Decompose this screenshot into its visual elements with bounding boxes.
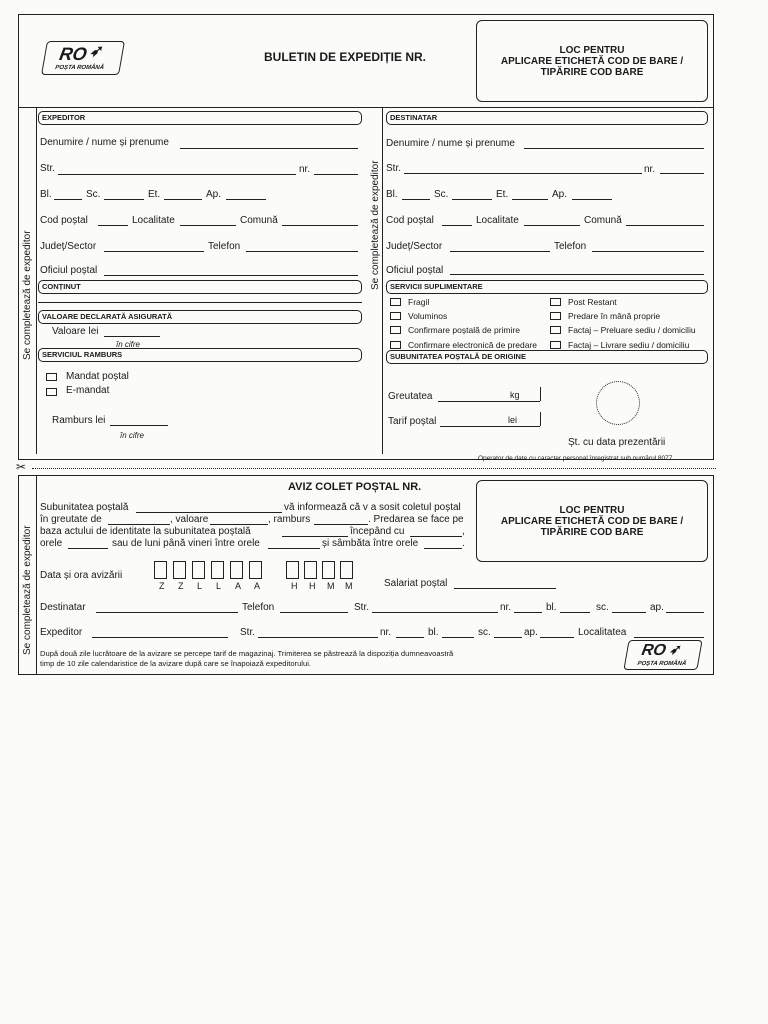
dest-nr-field[interactable] (660, 173, 704, 174)
valoare-label: Valoare lei (52, 326, 99, 337)
aviz-str-field[interactable] (372, 612, 498, 613)
dest-cod-field[interactable] (442, 225, 472, 226)
post-restant-label: Post Restant (568, 297, 617, 307)
mandat-postal-checkbox[interactable] (46, 373, 57, 381)
exp-sc-field[interactable] (104, 199, 144, 200)
aviz-orele-field[interactable] (68, 548, 108, 549)
aviz-localitatea-label: Localitatea (578, 627, 627, 638)
aviz-exp-str-field[interactable] (258, 637, 378, 638)
aviz-p3-a: baza actului de identitate la subunitatea poștală (40, 526, 251, 537)
exp-comuna-label: Comună (240, 215, 278, 226)
aviz-exp-ap-label: ap. (524, 627, 538, 638)
dest-localitate-field[interactable] (524, 225, 580, 226)
voluminos-label: Voluminos (408, 311, 448, 321)
posta-romana-logo (41, 41, 125, 75)
aviz-subunitate2-field[interactable] (282, 536, 348, 537)
aviz-expeditor-label: Expeditor (40, 627, 83, 638)
confirmare-electronica-label: Confirmare electronică de predare (408, 340, 537, 350)
predare-mana-proprie-checkbox[interactable] (550, 312, 561, 320)
exp-nr-label: nr. (299, 164, 311, 175)
greutatea-label: Greutatea (388, 391, 433, 402)
logo-text-bottom: RO (640, 642, 668, 659)
posta-romana-logo-bottom (623, 640, 702, 670)
continut-header: CONȚINUT (38, 280, 362, 294)
exp-str-label: Str. (40, 163, 56, 174)
date-digit-box[interactable] (211, 561, 224, 579)
aviz-expeditor-field[interactable] (92, 637, 228, 638)
dest-oficiul-field[interactable] (450, 274, 704, 275)
aviz-valoare-field[interactable] (210, 524, 268, 525)
exp-bl-field[interactable] (54, 199, 82, 200)
tarif-field[interactable] (440, 426, 540, 427)
dest-bl-label: Bl. (386, 189, 398, 200)
header-divider (18, 107, 714, 108)
destinatar-header: DESTINATAR (386, 111, 708, 125)
aviz-sc-label: sc. (596, 602, 609, 613)
aviz-barcode-line-3: TIPĂRIRE COD BARE (540, 527, 644, 538)
aviz-p4-b: sau de luni până vineri între orele (112, 538, 260, 549)
aviz-p4-d: . (462, 538, 465, 549)
exp-judet-label: Județ/Sector (40, 241, 97, 252)
date-digit-box[interactable] (249, 561, 262, 579)
aviz-footnote-2: timp de 10 zile calendaristice de la avizare după care se înapoiază expeditorului. (40, 659, 312, 668)
exp-ap-field[interactable] (226, 199, 266, 200)
aviz-p2-d: . Predarea se face pe (368, 514, 464, 525)
aviz-exp-nr-field[interactable] (396, 637, 424, 638)
dest-ap-field[interactable] (572, 199, 612, 200)
side-label-middle: Se completează de expeditor (370, 160, 381, 290)
dest-nr-label: nr. (644, 164, 656, 175)
time-digit-box[interactable] (340, 561, 353, 579)
aviz-p1-b: vă informează că v a sosit coletul poștal (284, 502, 461, 513)
aviz-exp-str-label: Str. (240, 627, 256, 638)
aviz-p4-a: orele (40, 538, 63, 549)
aviz-exp-sc-label: sc. (478, 627, 491, 638)
date-letter: A (235, 581, 242, 591)
dest-judet-label: Județ/Sector (386, 241, 443, 252)
salariat-field[interactable] (454, 588, 556, 589)
tarif-label: Tarif poștal (388, 416, 437, 427)
barcode-placeholder (476, 20, 708, 102)
factaj-preluare-checkbox[interactable] (550, 326, 561, 334)
aviz-exp-bl-field[interactable] (442, 637, 474, 638)
origine-header: SUBUNITATEA POȘTALĂ DE ORIGINE (386, 350, 708, 364)
dest-telefon-field[interactable] (592, 251, 704, 252)
side-label-left: Se completează de expeditor (22, 230, 33, 360)
aviz-title: AVIZ COLET POȘTAL NR. (288, 481, 422, 493)
valoare-field[interactable] (104, 336, 160, 337)
barcode-line-3: TIPĂRIRE COD BARE (540, 67, 644, 78)
expeditor-header: EXPEDITOR (38, 111, 362, 125)
aviz-p2-b: , valoare (170, 514, 209, 525)
greutatea-tick (540, 387, 541, 401)
aviz-p2-a: în greutate de (40, 514, 102, 525)
date-letter: L (197, 581, 203, 591)
e-mandat-checkbox[interactable] (46, 388, 57, 396)
date-letter: Z (178, 581, 184, 591)
aviz-greutate-field[interactable] (108, 524, 170, 525)
aviz-ap-label: ap. (650, 602, 664, 613)
exp-cod-field[interactable] (98, 225, 128, 226)
aviz-p1-a: Subunitatea poștală (40, 502, 129, 513)
voluminos-checkbox[interactable] (390, 312, 401, 320)
aviz-ap-field[interactable] (666, 612, 704, 613)
exp-et-label: Et. (148, 189, 161, 200)
logo-wing-icon-bottom: ➶ (668, 641, 684, 657)
aviz-ramburs-field[interactable] (314, 524, 368, 525)
barcode-line-2: APLICARE ETICHETĂ COD DE BARE / (500, 56, 684, 67)
exp-denumire-label: Denumire / nume și prenume (40, 137, 169, 148)
barcode-line-1: LOC PENTRU (559, 45, 625, 56)
valoare-header: VALOARE DECLARATĂ ASIGURATĂ (38, 310, 362, 324)
time-digit-box[interactable] (304, 561, 317, 579)
aviz-nr-label: nr. (500, 602, 512, 613)
aviz-bl-label: bl. (546, 602, 557, 613)
aviz-sc-field[interactable] (612, 612, 646, 613)
dest-comuna-label: Comună (584, 215, 622, 226)
time-letter: H (291, 581, 298, 591)
ramburs-in-cifre: în cifre (120, 431, 145, 440)
date-digit-box[interactable] (230, 561, 243, 579)
predare-mana-proprie-label: Predare în mână proprie (568, 311, 661, 321)
dest-str-field[interactable] (404, 173, 642, 174)
date-letter: Z (159, 581, 165, 591)
confirmare-electronica-checkbox[interactable] (390, 341, 401, 349)
data-ora-label: Data și ora avizării (40, 570, 123, 581)
aviz-barcode-line-1: LOC PENTRU (559, 505, 625, 516)
aviz-orele-s-field[interactable] (424, 548, 462, 549)
greutatea-unit: kg (510, 390, 520, 400)
confirmare-postala-label: Confirmare poștală de primire (408, 325, 520, 335)
exp-str-field[interactable] (58, 174, 296, 175)
dest-oficiul-label: Oficiul poștal (386, 265, 444, 276)
exp-judet-field[interactable] (104, 251, 204, 252)
dest-str-label: Str. (386, 163, 402, 174)
page-title: BULETIN DE EXPEDIȚIE NR. (264, 50, 427, 64)
aviz-telefon-field[interactable] (280, 612, 348, 613)
logo-subtext-bottom: POȘTA ROMÂNĂ (636, 661, 687, 667)
aviz-exp-nr-label: nr. (380, 627, 392, 638)
exp-oficiul-label: Oficiul poștal (40, 265, 98, 276)
aviz-str-label: Str. (354, 602, 370, 613)
exp-et-field[interactable] (164, 199, 202, 200)
exp-nr-field[interactable] (314, 174, 358, 175)
aviz-telefon-label: Telefon (242, 602, 275, 613)
exp-sc-label: Sc. (86, 189, 101, 200)
e-mandat-label: E-mandat (66, 385, 110, 396)
dest-comuna-field[interactable] (626, 225, 704, 226)
tarif-tick (540, 412, 541, 426)
ramburs-field[interactable] (110, 425, 168, 426)
left-margin-divider (36, 107, 37, 454)
aviz-left-divider (36, 475, 37, 675)
aviz-exp-sc-field[interactable] (494, 637, 522, 638)
mandat-postal-label: Mandat poștal (66, 371, 129, 382)
fragil-label: Fragil (408, 297, 430, 307)
exp-comuna-field[interactable] (282, 225, 358, 226)
dest-judet-field[interactable] (450, 251, 550, 252)
logo-wing-icon: ➶ (88, 43, 106, 60)
servicii-header: SERVICII SUPLIMENTARE (386, 280, 708, 294)
confirmare-postala-checkbox[interactable] (390, 326, 401, 334)
exp-telefon-field[interactable] (246, 251, 358, 252)
date-digit-box[interactable] (173, 561, 186, 579)
time-digit-box[interactable] (322, 561, 335, 579)
ramburs-header: SERVICIUL RAMBURS (38, 348, 362, 362)
aviz-subunitatea-field[interactable] (136, 512, 282, 513)
middle-divider (382, 107, 383, 454)
dest-sc-label: Sc. (434, 189, 449, 200)
aviz-p3-b: începând cu (350, 526, 405, 537)
exp-bl-label: Bl. (40, 189, 52, 200)
factaj-preluare-label: Factaj – Preluare sediu / domiciliu (568, 325, 696, 335)
logo-text: RO (57, 44, 89, 64)
valoare-in-cifre: în cifre (116, 340, 141, 349)
dest-et-field[interactable] (512, 199, 548, 200)
aviz-nr-field[interactable] (514, 612, 542, 613)
aviz-p2-c: , ramburs (268, 514, 311, 525)
date-digit-box[interactable] (154, 561, 167, 579)
aviz-destinatar-field[interactable] (96, 612, 238, 613)
aviz-p4-c: și sâmbăta între orele (322, 538, 419, 549)
aviz-exp-ap-field[interactable] (540, 637, 574, 638)
salariat-label: Salariat poștal (384, 578, 448, 589)
aviz-localitatea-field[interactable] (634, 637, 704, 638)
time-letter: H (309, 581, 316, 591)
exp-telefon-label: Telefon (208, 241, 241, 252)
dest-et-label: Et. (496, 189, 509, 200)
aviz-incepand-field[interactable] (410, 536, 462, 537)
factaj-livrare-label: Factaj – Livrare sediu / domiciliu (568, 340, 690, 350)
ramburs-label: Ramburs lei (52, 415, 106, 426)
aviz-barcode-line-2: APLICARE ETICHETĂ COD DE BARE / (500, 516, 684, 527)
date-letter: A (254, 581, 261, 591)
aviz-exp-bl-label: bl. (428, 627, 439, 638)
cut-line (32, 468, 716, 469)
dest-denumire-field[interactable] (524, 148, 704, 149)
exp-ap-label: Ap. (206, 189, 222, 200)
logo-subtext: POȘTA ROMÂNĂ (54, 65, 105, 71)
aviz-barcode-placeholder (476, 480, 708, 562)
aviz-p3-c: , (462, 526, 465, 537)
dest-cod-label: Cod poștal (386, 215, 434, 226)
stamp-circle (596, 381, 640, 425)
factaj-livrare-checkbox[interactable] (550, 341, 561, 349)
time-digit-box[interactable] (286, 561, 299, 579)
dest-localitate-label: Localitate (476, 215, 519, 226)
aviz-orele-lv-field[interactable] (268, 548, 320, 549)
continut-separator (38, 302, 362, 303)
aviz-footnote-1: După două zile lucrătoare de la avizare se percepe tarif de magazinaj. Trimiterea se păstrează la dispoziția dumneavoastră (40, 649, 454, 658)
fragil-checkbox[interactable] (390, 298, 401, 306)
date-letter: L (216, 581, 222, 591)
exp-localitate-field[interactable] (180, 225, 236, 226)
dest-ap-label: Ap. (552, 189, 568, 200)
exp-cod-label: Cod poștal (40, 215, 88, 226)
date-digit-box[interactable] (192, 561, 205, 579)
exp-oficiul-field[interactable] (104, 275, 358, 276)
stampila-label: Șt. cu data prezentării (568, 437, 666, 448)
dest-sc-field[interactable] (452, 199, 492, 200)
scissors-icon: ✂ (16, 460, 27, 474)
dest-telefon-label: Telefon (554, 241, 587, 252)
dest-denumire-label: Denumire / nume și prenume (386, 138, 515, 149)
time-letter: M (345, 581, 353, 591)
exp-denumire-field[interactable] (180, 148, 358, 149)
exp-localitate-label: Localitate (132, 215, 175, 226)
aviz-side-label: Se completează de expeditor (22, 525, 33, 655)
greutatea-field[interactable] (438, 401, 540, 402)
post-restant-checkbox[interactable] (550, 298, 561, 306)
aviz-bl-field[interactable] (560, 612, 590, 613)
aviz-destinatar-label: Destinatar (40, 602, 86, 613)
tarif-unit: lei (508, 415, 518, 425)
dest-bl-field[interactable] (402, 199, 430, 200)
operator-note: Operator de date cu caracter personal înregistrat sub numărul 8077. (478, 455, 675, 462)
time-letter: M (327, 581, 335, 591)
